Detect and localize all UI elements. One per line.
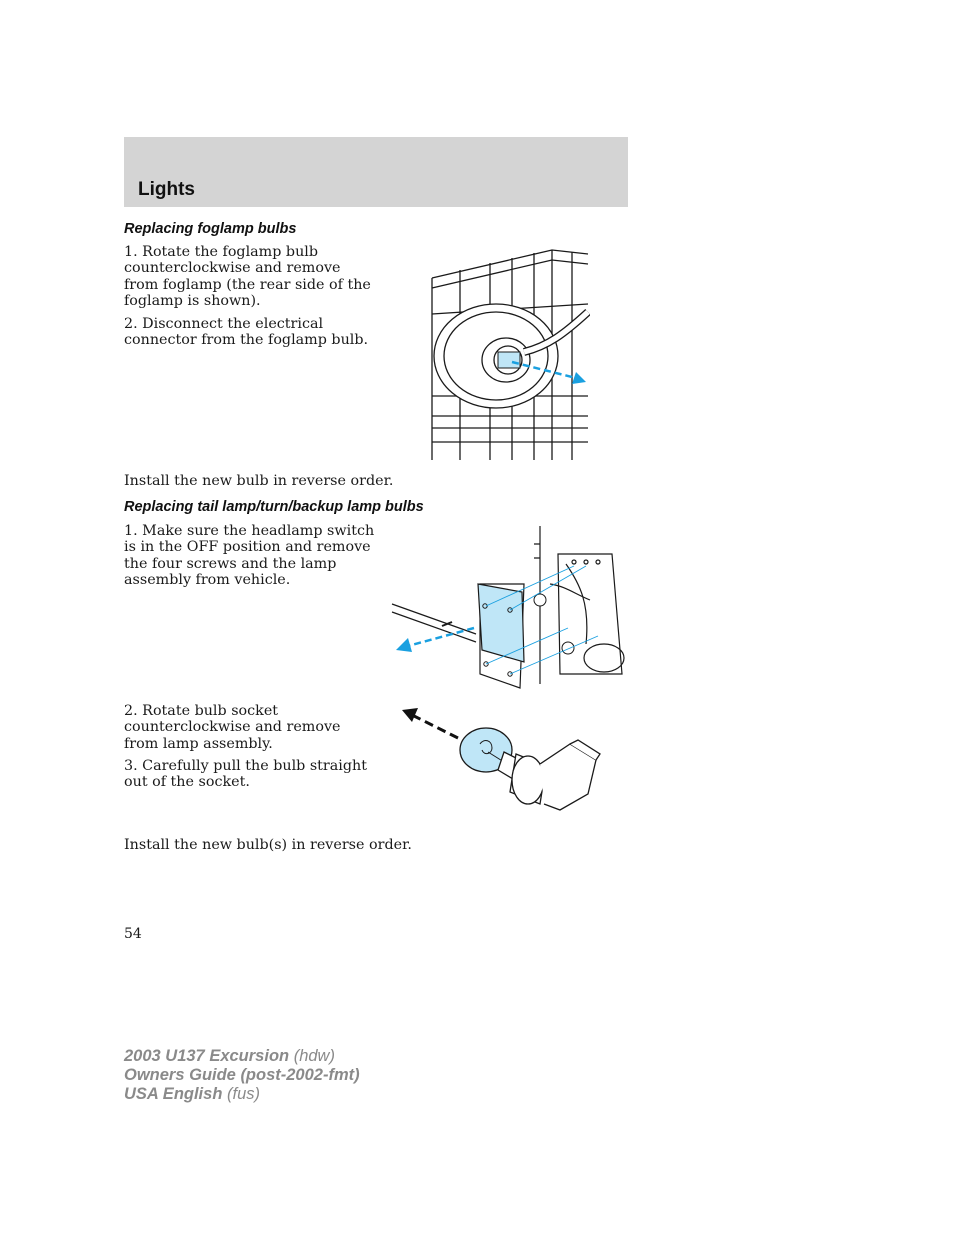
taillamp-install-note: Install the new bulb(s) in reverse order. [124,837,412,853]
section-title: Lights [138,179,195,200]
taillamp-heading: Replacing tail lamp/turn/backup lamp bulbs [124,499,424,515]
taillamp-step-2: 2. Rotate bulb socket counterclockwise and remove from lamp assembly. [124,703,341,752]
tail-lamp-assembly-illustration [390,524,628,694]
taillamp-step-1: 1. Make sure the headlamp switch is in the OFF position and remove the four screws and the lamp assembly from vehicle. [124,523,375,589]
taillamp-step-3: 3. Carefully pull the bulb straight out of the socket. [124,758,367,791]
foglamp-heading: Replacing foglamp bulbs [124,221,297,237]
footer-line-2: Owners Guide (post-2002-fmt) [124,1066,360,1084]
section-header-band [124,137,628,207]
foglamp-rear-illustration [428,246,590,462]
footer-line-3: USA English (fus) [124,1085,260,1103]
page-number: 54 [124,926,142,942]
document-footer [124,1047,360,1104]
foglamp-step-1: 1. Rotate the foglamp bulb counterclockwise and remove from foglamp (the rear side of the foglamp is shown). [124,244,371,310]
footer-line-1: 2003 U137 Excursion (hdw) [124,1047,335,1065]
bulb-socket-illustration [400,704,602,816]
foglamp-install-note: Install the new bulb in reverse order. [124,473,394,489]
foglamp-step-2: 2. Disconnect the electrical connector from the foglamp bulb. [124,316,369,349]
